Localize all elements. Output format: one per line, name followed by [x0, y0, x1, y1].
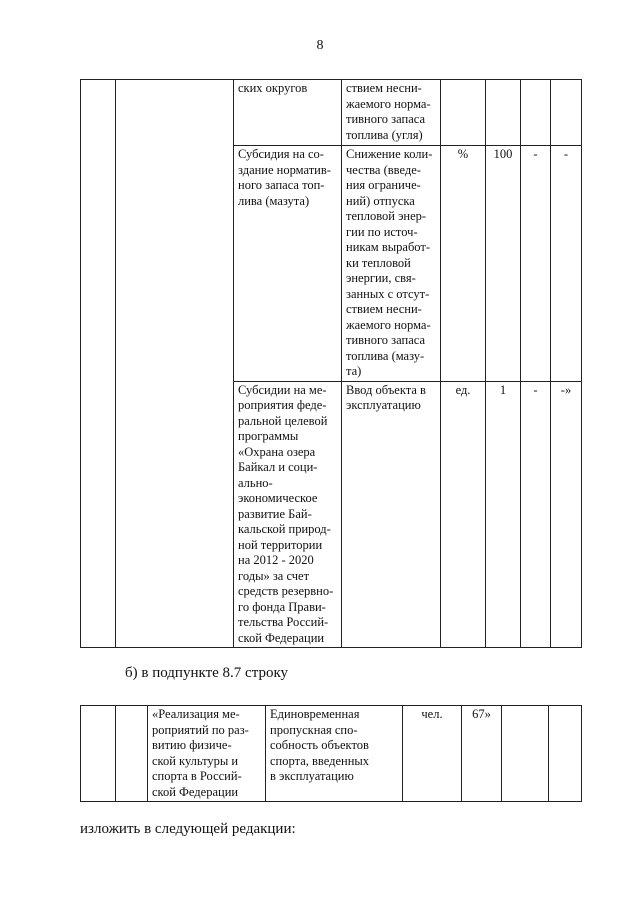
table-cell-unit: ед.	[441, 381, 486, 648]
table-cell-measure: Субсидия на со- здание норматив- ного запаса топ- лива (мазута)	[234, 146, 342, 382]
table-cell-blank	[549, 706, 582, 802]
table-cell	[551, 80, 582, 146]
table-row	[81, 80, 582, 146]
page-number: 8	[316, 38, 324, 53]
table-cell-indicator: Снижение коли- чества (введе- ния ограниче- ний) отпуска тепловой энер- гии по источ- никам выработ- ки тепловой энергии, свя- занных с отсут- ствием несни- жаемого норма- тивного запаса топлива (мазу- та)	[342, 146, 441, 382]
table-cell-blank	[81, 706, 116, 802]
table-cell: -	[521, 381, 551, 648]
table-cell-measure: ских округов	[234, 80, 342, 146]
table-cell-indicator: ствием несни- жаемого норма- тивного запаса топлива (угля)	[342, 80, 441, 146]
table-cell-measure: «Реализация ме- роприятий по раз- витию физиче- ской культуры и спорта в Россий- ской Федерации	[148, 706, 266, 802]
table-cell-indicator: Единовременная пропускная спо- собность объектов спорта, введенных в эксплуатацию	[266, 706, 403, 802]
table-cell-blank	[116, 80, 234, 648]
table-cell-unit	[441, 80, 486, 146]
indicators-table	[80, 79, 582, 648]
paragraph-subitem: б) в подпункте 8.7 строку	[125, 665, 289, 681]
table-cell: -	[521, 146, 551, 382]
table-cell-blank	[81, 80, 116, 648]
table-row	[81, 706, 582, 802]
table-cell-value: 67»	[462, 706, 502, 802]
table-cell-value: 1	[486, 381, 521, 648]
table-cell-blank	[116, 706, 148, 802]
table-cell-value: 100	[486, 146, 521, 382]
table-cell-unit: чел.	[403, 706, 462, 802]
table-cell-value	[486, 80, 521, 146]
table-cell-indicator: Ввод объекта в эксплуатацию	[342, 381, 441, 648]
replacement-row-table	[80, 705, 582, 802]
paragraph-instruction: изложить в следующей редакции:	[80, 821, 296, 837]
table-cell-measure: Субсидии на ме- роприятия феде- ральной целевой программы «Охрана озера Байкал и соци- ально- экономическое развитие Бай- кальской природ- ной территории на 2012 - 2020 годы» за счет средств резервно- го фонда Прави- тельства Россий- ской Федерации	[234, 381, 342, 648]
table-cell: -»	[551, 381, 582, 648]
table-cell	[521, 80, 551, 146]
table-cell: -	[551, 146, 582, 382]
table-cell-blank	[502, 706, 549, 802]
table-cell-unit: %	[441, 146, 486, 382]
